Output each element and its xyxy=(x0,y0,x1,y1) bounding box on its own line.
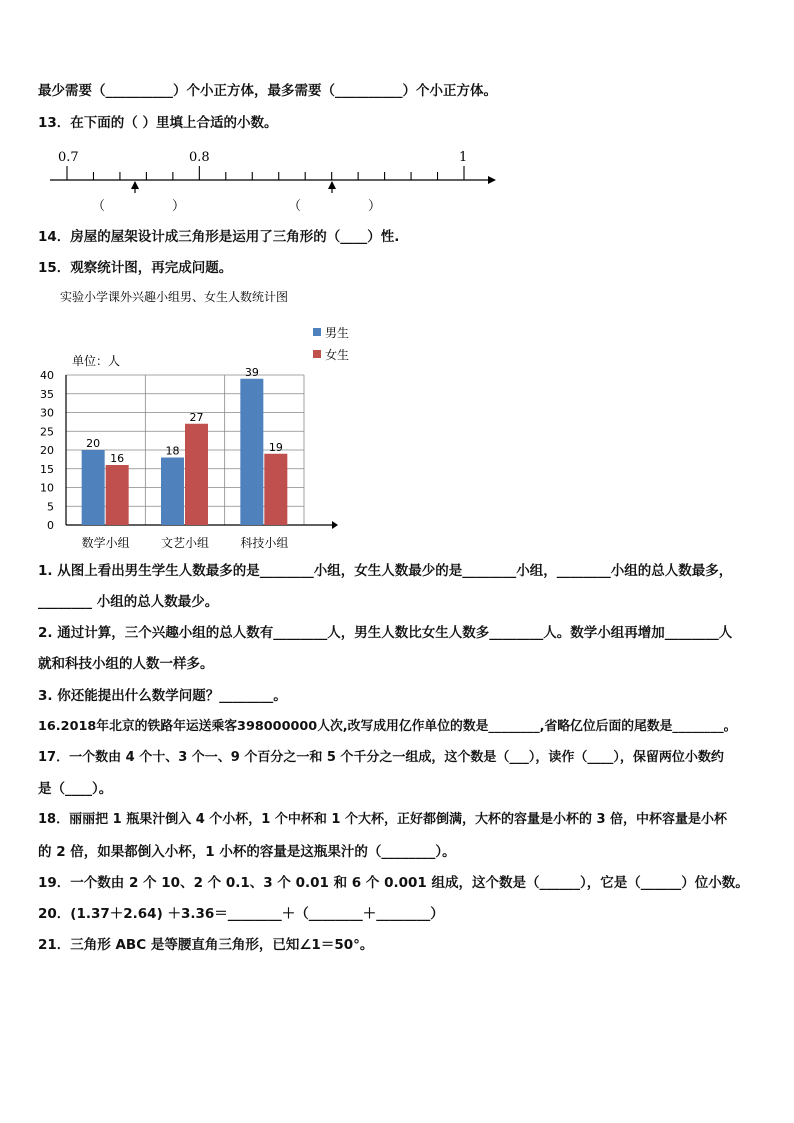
chart-y-tick-label: 5 xyxy=(47,500,54,514)
chart-x-tick-label: 文艺小组 xyxy=(160,536,210,550)
legend-swatch-boys xyxy=(313,328,321,336)
nl-blank-a-close[interactable]: ） xyxy=(172,199,186,214)
bar-value-label: 39 xyxy=(244,365,259,379)
legend-swatch-girls xyxy=(313,350,321,358)
bar-girls xyxy=(185,424,208,525)
q15-sub3: 3. 你还能提出什么数学问题？________。 xyxy=(38,688,287,704)
chart-x-labels xyxy=(82,535,289,550)
q16-prompt: 16.2018年北京的铁路年运送乘客398000000人次,改写成用亿作单位的数是________,省略亿位后面的尾数是________。 xyxy=(38,719,737,734)
q21-prompt: 21．三角形 ABC 是等腰直角三角形，已知∠1＝50°。 xyxy=(38,937,374,953)
chart-y-unit: 单位：人 xyxy=(72,354,121,368)
chart-y-tick-label: 25 xyxy=(40,425,54,439)
bar-value-label: 20 xyxy=(86,437,101,450)
chart-x-axis-arrow xyxy=(332,521,338,529)
q15-sub1-line1: 1. 从图上看出男生学生人数最多的是________小组，女生人数最少的是________小组，________小组的总人数最多， xyxy=(38,563,733,579)
q20-prompt: 20．(1.37＋2.64) ＋3.36＝________＋（________＋________） xyxy=(38,906,444,922)
legend-label-girls: 女生 xyxy=(325,348,350,362)
nl-blank-b-open[interactable]: （ xyxy=(288,199,302,214)
bar-boys xyxy=(82,450,105,525)
bar-boys xyxy=(240,379,263,525)
chart-y-tick-label: 35 xyxy=(40,387,54,401)
q15-prompt: 15．观察统计图，再完成问题。 xyxy=(38,260,233,276)
chart-y-ticks xyxy=(40,369,54,532)
q15-sub2-line2: 就和科技小组的人数一样多。 xyxy=(38,656,214,672)
q12-continuation: 最少需要（__________）个小正方体，最多需要（__________）个小正方体。 xyxy=(38,83,497,99)
bar-girls xyxy=(264,454,287,525)
chart-y-tick-label: 15 xyxy=(40,462,54,476)
chart-x-tick-label: 数学小组 xyxy=(81,536,130,550)
chart-bars xyxy=(82,366,288,525)
q17-line1: 17．一个数由 4 个十、3 个一、9 个百分之一和 5 个千分之一组成，这个数是（___），读作（____），保留两位小数约 xyxy=(38,750,724,765)
legend-label-boys: 男生 xyxy=(325,326,350,340)
nl-label-0-8: 0.8 xyxy=(189,150,210,165)
chart-title: 实验小学课外兴趣小组男、女生人数统计图 xyxy=(60,290,289,304)
q19-prompt: 19．一个数由 2 个 10、2 个 0.1、3 个 0.01 和 6 个 0.001 组成，这个数是（______），它是（______）位小数。 xyxy=(38,875,749,891)
nl-blank-b-close[interactable]: ） xyxy=(368,199,382,214)
bar-value-label: 27 xyxy=(189,410,204,424)
chart-y-tick-label: 0 xyxy=(47,519,54,532)
bar-boys xyxy=(161,458,184,526)
chart-y-tick-label: 40 xyxy=(40,369,54,382)
nl-label-1: 1 xyxy=(459,150,468,165)
q13-prompt: 13．在下面的（ ）里填上合适的小数。 xyxy=(38,115,278,131)
chart-legend xyxy=(313,325,349,362)
chart-x-tick-label: 科技小组 xyxy=(240,536,289,550)
chart-y-tick-label: 30 xyxy=(40,406,54,420)
bar-girls xyxy=(106,465,129,525)
chart-y-tick-label: 20 xyxy=(40,444,54,457)
nl-label-0-7: 0.7 xyxy=(58,150,79,165)
q14-prompt: 14．房屋的屋架设计成三角形是运用了三角形的（____）性. xyxy=(38,229,400,245)
q15-sub1-line2: ________ 小组的总人数最少。 xyxy=(38,594,219,610)
q15-sub2-line1: 2. 通过计算，三个兴趣小组的总人数有________人，男生人数比女生人数多________人。数学小组再增加________人 xyxy=(38,625,733,641)
bar-value-label: 18 xyxy=(165,444,180,458)
nl-blank-a-open[interactable]: （ xyxy=(92,199,106,214)
bar-value-label: 19 xyxy=(268,440,283,454)
q17-line2: 是（____）。 xyxy=(38,781,113,797)
chart-y-tick-label: 10 xyxy=(40,481,54,495)
q18-line1: 18．丽丽把 1 瓶果汁倒入 4 个小杯，1 个中杯和 1 个大杯，正好都倒满，大杯的容量是小杯的 3 倍，中杯容量是小杯 xyxy=(38,812,728,827)
bar-value-label: 16 xyxy=(110,452,125,465)
q18-line2: 的 2 倍，如果都倒入小杯，1 小杯的容量是这瓶果汁的（________）。 xyxy=(38,844,456,860)
